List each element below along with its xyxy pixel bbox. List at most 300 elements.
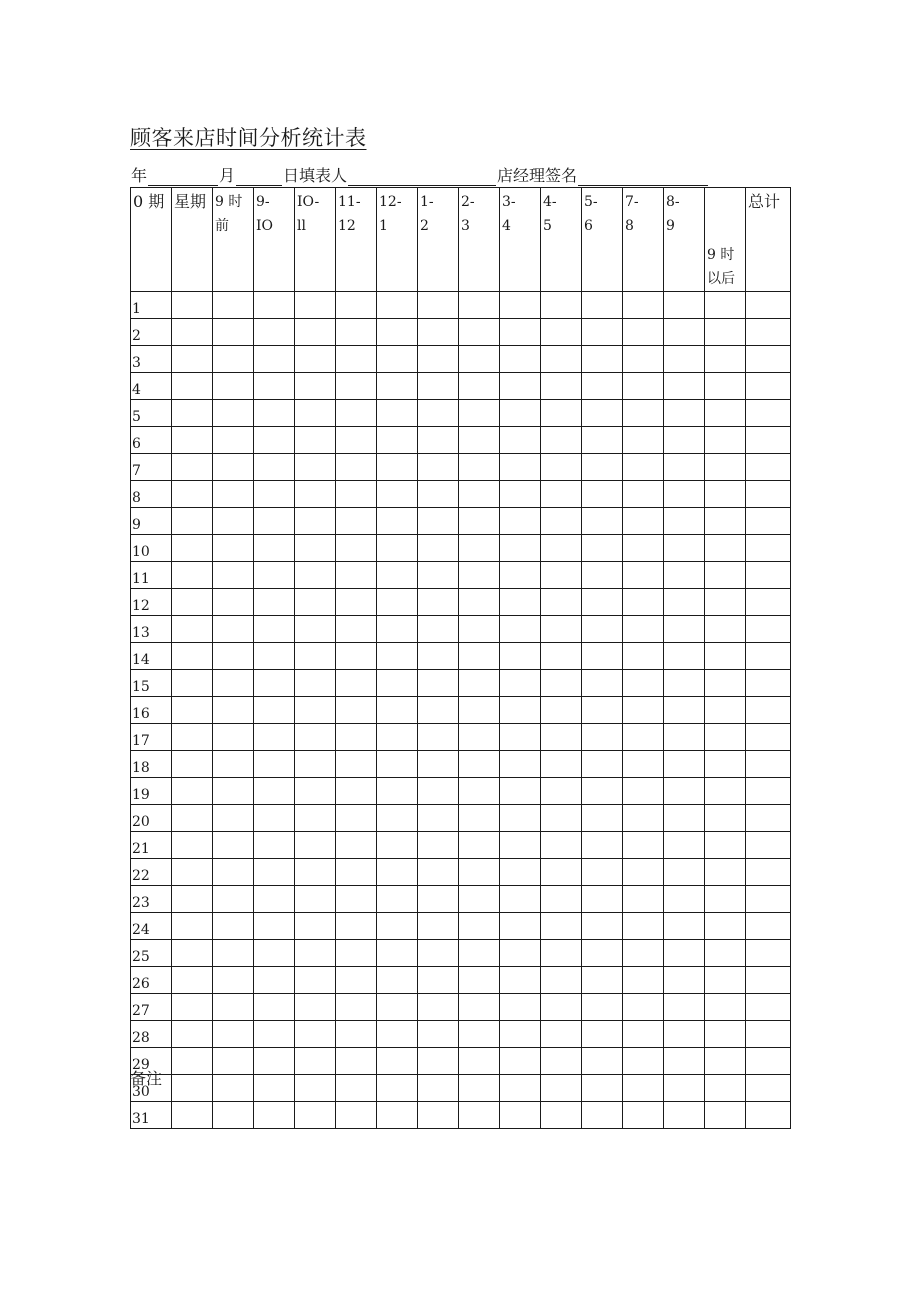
count-input-cell[interactable] <box>746 454 791 481</box>
count-input-cell[interactable] <box>418 589 459 616</box>
count-input-cell[interactable] <box>500 643 541 670</box>
count-input-cell[interactable] <box>500 724 541 751</box>
count-input-cell[interactable] <box>582 832 623 859</box>
count-input-cell[interactable] <box>459 508 500 535</box>
count-input-cell[interactable] <box>746 562 791 589</box>
count-input-cell[interactable] <box>295 670 336 697</box>
count-input-cell[interactable] <box>377 319 418 346</box>
count-input-cell[interactable] <box>746 805 791 832</box>
count-input-cell[interactable] <box>459 832 500 859</box>
count-input-cell[interactable] <box>623 508 664 535</box>
count-input-cell[interactable] <box>582 1102 623 1129</box>
count-input-cell[interactable] <box>213 967 254 994</box>
count-input-cell[interactable] <box>541 697 582 724</box>
count-input-cell[interactable] <box>582 751 623 778</box>
count-input-cell[interactable] <box>213 1075 254 1102</box>
count-input-cell[interactable] <box>172 751 213 778</box>
count-input-cell[interactable] <box>582 805 623 832</box>
count-input-cell[interactable] <box>254 832 295 859</box>
count-input-cell[interactable] <box>664 859 705 886</box>
count-input-cell[interactable] <box>459 805 500 832</box>
count-input-cell[interactable] <box>213 535 254 562</box>
count-input-cell[interactable] <box>541 1075 582 1102</box>
count-input-cell[interactable] <box>418 643 459 670</box>
count-input-cell[interactable] <box>377 562 418 589</box>
count-input-cell[interactable] <box>500 535 541 562</box>
count-input-cell[interactable] <box>295 481 336 508</box>
count-input-cell[interactable] <box>500 697 541 724</box>
count-input-cell[interactable] <box>254 589 295 616</box>
count-input-cell[interactable] <box>664 805 705 832</box>
count-input-cell[interactable] <box>500 400 541 427</box>
count-input-cell[interactable] <box>213 373 254 400</box>
count-input-cell[interactable] <box>377 967 418 994</box>
count-input-cell[interactable] <box>336 913 377 940</box>
count-input-cell[interactable] <box>213 508 254 535</box>
count-input-cell[interactable] <box>541 913 582 940</box>
count-input-cell[interactable] <box>295 940 336 967</box>
count-input-cell[interactable] <box>746 724 791 751</box>
count-input-cell[interactable] <box>213 1021 254 1048</box>
count-input-cell[interactable] <box>500 994 541 1021</box>
count-input-cell[interactable] <box>336 940 377 967</box>
count-input-cell[interactable] <box>664 616 705 643</box>
count-input-cell[interactable] <box>705 724 746 751</box>
count-input-cell[interactable] <box>705 535 746 562</box>
count-input-cell[interactable] <box>664 670 705 697</box>
count-input-cell[interactable] <box>213 589 254 616</box>
count-input-cell[interactable] <box>418 913 459 940</box>
count-input-cell[interactable] <box>500 1075 541 1102</box>
count-input-cell[interactable] <box>377 427 418 454</box>
count-input-cell[interactable] <box>295 778 336 805</box>
count-input-cell[interactable] <box>500 1048 541 1075</box>
count-input-cell[interactable] <box>295 616 336 643</box>
count-input-cell[interactable] <box>295 454 336 481</box>
count-input-cell[interactable] <box>295 319 336 346</box>
count-input-cell[interactable] <box>623 724 664 751</box>
count-input-cell[interactable] <box>172 535 213 562</box>
count-input-cell[interactable] <box>172 616 213 643</box>
count-input-cell[interactable] <box>541 886 582 913</box>
count-input-cell[interactable] <box>336 967 377 994</box>
count-input-cell[interactable] <box>459 427 500 454</box>
count-input-cell[interactable] <box>664 724 705 751</box>
count-input-cell[interactable] <box>418 1048 459 1075</box>
count-input-cell[interactable] <box>213 751 254 778</box>
count-input-cell[interactable] <box>705 1048 746 1075</box>
count-input-cell[interactable] <box>213 346 254 373</box>
count-input-cell[interactable] <box>582 454 623 481</box>
count-input-cell[interactable] <box>418 697 459 724</box>
count-input-cell[interactable] <box>664 589 705 616</box>
count-input-cell[interactable] <box>254 1048 295 1075</box>
count-input-cell[interactable] <box>172 319 213 346</box>
count-input-cell[interactable] <box>213 832 254 859</box>
count-input-cell[interactable] <box>459 373 500 400</box>
count-input-cell[interactable] <box>459 724 500 751</box>
count-input-cell[interactable] <box>582 400 623 427</box>
count-input-cell[interactable] <box>582 778 623 805</box>
count-input-cell[interactable] <box>705 616 746 643</box>
count-input-cell[interactable] <box>254 859 295 886</box>
count-input-cell[interactable] <box>172 940 213 967</box>
count-input-cell[interactable] <box>418 967 459 994</box>
count-input-cell[interactable] <box>541 859 582 886</box>
count-input-cell[interactable] <box>746 778 791 805</box>
count-input-cell[interactable] <box>213 913 254 940</box>
count-input-cell[interactable] <box>459 454 500 481</box>
count-input-cell[interactable] <box>336 535 377 562</box>
count-input-cell[interactable] <box>172 913 213 940</box>
count-input-cell[interactable] <box>418 724 459 751</box>
count-input-cell[interactable] <box>582 589 623 616</box>
count-input-cell[interactable] <box>705 1075 746 1102</box>
count-input-cell[interactable] <box>623 778 664 805</box>
count-input-cell[interactable] <box>254 373 295 400</box>
count-input-cell[interactable] <box>459 967 500 994</box>
count-input-cell[interactable] <box>377 643 418 670</box>
count-input-cell[interactable] <box>254 292 295 319</box>
count-input-cell[interactable] <box>500 967 541 994</box>
count-input-cell[interactable] <box>500 859 541 886</box>
count-input-cell[interactable] <box>500 373 541 400</box>
count-input-cell[interactable] <box>172 805 213 832</box>
count-input-cell[interactable] <box>746 616 791 643</box>
count-input-cell[interactable] <box>746 643 791 670</box>
count-input-cell[interactable] <box>664 1102 705 1129</box>
count-input-cell[interactable] <box>500 589 541 616</box>
count-input-cell[interactable] <box>746 1048 791 1075</box>
count-input-cell[interactable] <box>500 805 541 832</box>
count-input-cell[interactable] <box>746 589 791 616</box>
count-input-cell[interactable] <box>336 859 377 886</box>
count-input-cell[interactable] <box>336 778 377 805</box>
count-input-cell[interactable] <box>254 319 295 346</box>
count-input-cell[interactable] <box>213 400 254 427</box>
count-input-cell[interactable] <box>541 346 582 373</box>
count-input-cell[interactable] <box>213 427 254 454</box>
count-input-cell[interactable] <box>623 319 664 346</box>
count-input-cell[interactable] <box>418 1021 459 1048</box>
count-input-cell[interactable] <box>459 589 500 616</box>
count-input-cell[interactable] <box>500 481 541 508</box>
count-input-cell[interactable] <box>623 994 664 1021</box>
count-input-cell[interactable] <box>336 697 377 724</box>
count-input-cell[interactable] <box>705 427 746 454</box>
count-input-cell[interactable] <box>705 670 746 697</box>
count-input-cell[interactable] <box>623 1021 664 1048</box>
count-input-cell[interactable] <box>541 1048 582 1075</box>
count-input-cell[interactable] <box>705 805 746 832</box>
count-input-cell[interactable] <box>541 427 582 454</box>
count-input-cell[interactable] <box>254 427 295 454</box>
count-input-cell[interactable] <box>746 481 791 508</box>
count-input-cell[interactable] <box>705 319 746 346</box>
count-input-cell[interactable] <box>623 292 664 319</box>
count-input-cell[interactable] <box>172 832 213 859</box>
count-input-cell[interactable] <box>623 805 664 832</box>
count-input-cell[interactable] <box>295 562 336 589</box>
count-input-cell[interactable] <box>377 832 418 859</box>
count-input-cell[interactable] <box>213 562 254 589</box>
count-input-cell[interactable] <box>336 562 377 589</box>
count-input-cell[interactable] <box>418 805 459 832</box>
count-input-cell[interactable] <box>213 1048 254 1075</box>
count-input-cell[interactable] <box>172 508 213 535</box>
count-input-cell[interactable] <box>582 1048 623 1075</box>
count-input-cell[interactable] <box>541 400 582 427</box>
count-input-cell[interactable] <box>336 292 377 319</box>
count-input-cell[interactable] <box>418 886 459 913</box>
count-input-cell[interactable] <box>746 913 791 940</box>
count-input-cell[interactable] <box>500 670 541 697</box>
count-input-cell[interactable] <box>705 697 746 724</box>
count-input-cell[interactable] <box>418 859 459 886</box>
count-input-cell[interactable] <box>336 589 377 616</box>
count-input-cell[interactable] <box>377 1102 418 1129</box>
count-input-cell[interactable] <box>295 1075 336 1102</box>
count-input-cell[interactable] <box>213 616 254 643</box>
count-input-cell[interactable] <box>336 643 377 670</box>
count-input-cell[interactable] <box>459 886 500 913</box>
count-input-cell[interactable] <box>295 508 336 535</box>
count-input-cell[interactable] <box>377 805 418 832</box>
count-input-cell[interactable] <box>295 967 336 994</box>
count-input-cell[interactable] <box>295 805 336 832</box>
count-input-cell[interactable] <box>213 292 254 319</box>
count-input-cell[interactable] <box>336 454 377 481</box>
count-input-cell[interactable] <box>172 697 213 724</box>
count-input-cell[interactable] <box>623 913 664 940</box>
count-input-cell[interactable] <box>295 1048 336 1075</box>
count-input-cell[interactable] <box>377 508 418 535</box>
count-input-cell[interactable] <box>623 346 664 373</box>
count-input-cell[interactable] <box>336 724 377 751</box>
count-input-cell[interactable] <box>746 886 791 913</box>
count-input-cell[interactable] <box>705 346 746 373</box>
count-input-cell[interactable] <box>336 1048 377 1075</box>
count-input-cell[interactable] <box>623 427 664 454</box>
count-input-cell[interactable] <box>582 967 623 994</box>
count-input-cell[interactable] <box>295 292 336 319</box>
count-input-cell[interactable] <box>664 292 705 319</box>
count-input-cell[interactable] <box>459 1075 500 1102</box>
count-input-cell[interactable] <box>459 481 500 508</box>
count-input-cell[interactable] <box>705 967 746 994</box>
count-input-cell[interactable] <box>541 994 582 1021</box>
manager-signature-blank[interactable] <box>578 167 708 186</box>
count-input-cell[interactable] <box>172 400 213 427</box>
count-input-cell[interactable] <box>172 778 213 805</box>
count-input-cell[interactable] <box>213 778 254 805</box>
count-input-cell[interactable] <box>705 400 746 427</box>
count-input-cell[interactable] <box>705 562 746 589</box>
count-input-cell[interactable] <box>541 967 582 994</box>
count-input-cell[interactable] <box>172 481 213 508</box>
count-input-cell[interactable] <box>377 886 418 913</box>
count-input-cell[interactable] <box>746 319 791 346</box>
count-input-cell[interactable] <box>500 886 541 913</box>
count-input-cell[interactable] <box>582 670 623 697</box>
count-input-cell[interactable] <box>172 373 213 400</box>
count-input-cell[interactable] <box>377 1048 418 1075</box>
count-input-cell[interactable] <box>172 346 213 373</box>
count-input-cell[interactable] <box>582 427 623 454</box>
count-input-cell[interactable] <box>582 724 623 751</box>
count-input-cell[interactable] <box>295 1102 336 1129</box>
count-input-cell[interactable] <box>336 670 377 697</box>
count-input-cell[interactable] <box>459 643 500 670</box>
count-input-cell[interactable] <box>500 1102 541 1129</box>
count-input-cell[interactable] <box>705 778 746 805</box>
count-input-cell[interactable] <box>418 292 459 319</box>
count-input-cell[interactable] <box>254 616 295 643</box>
count-input-cell[interactable] <box>377 940 418 967</box>
count-input-cell[interactable] <box>213 1102 254 1129</box>
count-input-cell[interactable] <box>336 373 377 400</box>
count-input-cell[interactable] <box>377 670 418 697</box>
count-input-cell[interactable] <box>377 535 418 562</box>
count-input-cell[interactable] <box>664 427 705 454</box>
count-input-cell[interactable] <box>746 292 791 319</box>
count-input-cell[interactable] <box>254 481 295 508</box>
count-input-cell[interactable] <box>377 751 418 778</box>
count-input-cell[interactable] <box>254 940 295 967</box>
count-input-cell[interactable] <box>541 805 582 832</box>
count-input-cell[interactable] <box>459 751 500 778</box>
count-input-cell[interactable] <box>664 778 705 805</box>
count-input-cell[interactable] <box>623 643 664 670</box>
count-input-cell[interactable] <box>705 643 746 670</box>
count-input-cell[interactable] <box>459 670 500 697</box>
count-input-cell[interactable] <box>541 508 582 535</box>
count-input-cell[interactable] <box>254 1021 295 1048</box>
count-input-cell[interactable] <box>705 994 746 1021</box>
count-input-cell[interactable] <box>254 778 295 805</box>
count-input-cell[interactable] <box>377 454 418 481</box>
count-input-cell[interactable] <box>500 346 541 373</box>
count-input-cell[interactable] <box>582 346 623 373</box>
count-input-cell[interactable] <box>582 373 623 400</box>
count-input-cell[interactable] <box>541 292 582 319</box>
count-input-cell[interactable] <box>254 886 295 913</box>
count-input-cell[interactable] <box>664 562 705 589</box>
count-input-cell[interactable] <box>418 454 459 481</box>
count-input-cell[interactable] <box>664 346 705 373</box>
count-input-cell[interactable] <box>336 1075 377 1102</box>
count-input-cell[interactable] <box>746 535 791 562</box>
count-input-cell[interactable] <box>254 805 295 832</box>
count-input-cell[interactable] <box>254 913 295 940</box>
count-input-cell[interactable] <box>746 1102 791 1129</box>
count-input-cell[interactable] <box>623 697 664 724</box>
count-input-cell[interactable] <box>459 292 500 319</box>
count-input-cell[interactable] <box>418 427 459 454</box>
count-input-cell[interactable] <box>664 832 705 859</box>
count-input-cell[interactable] <box>418 481 459 508</box>
count-input-cell[interactable] <box>172 427 213 454</box>
count-input-cell[interactable] <box>418 778 459 805</box>
count-input-cell[interactable] <box>377 589 418 616</box>
count-input-cell[interactable] <box>500 832 541 859</box>
count-input-cell[interactable] <box>664 373 705 400</box>
count-input-cell[interactable] <box>418 373 459 400</box>
count-input-cell[interactable] <box>254 994 295 1021</box>
count-input-cell[interactable] <box>746 994 791 1021</box>
count-input-cell[interactable] <box>623 859 664 886</box>
count-input-cell[interactable] <box>172 886 213 913</box>
count-input-cell[interactable] <box>705 373 746 400</box>
count-input-cell[interactable] <box>336 319 377 346</box>
count-input-cell[interactable] <box>705 751 746 778</box>
count-input-cell[interactable] <box>336 886 377 913</box>
count-input-cell[interactable] <box>295 427 336 454</box>
count-input-cell[interactable] <box>336 1021 377 1048</box>
count-input-cell[interactable] <box>172 454 213 481</box>
count-input-cell[interactable] <box>254 400 295 427</box>
count-input-cell[interactable] <box>746 940 791 967</box>
count-input-cell[interactable] <box>582 508 623 535</box>
count-input-cell[interactable] <box>295 751 336 778</box>
count-input-cell[interactable] <box>664 454 705 481</box>
count-input-cell[interactable] <box>459 319 500 346</box>
count-input-cell[interactable] <box>746 1075 791 1102</box>
count-input-cell[interactable] <box>336 346 377 373</box>
count-input-cell[interactable] <box>746 427 791 454</box>
count-input-cell[interactable] <box>213 940 254 967</box>
count-input-cell[interactable] <box>582 535 623 562</box>
count-input-cell[interactable] <box>582 940 623 967</box>
count-input-cell[interactable] <box>664 481 705 508</box>
count-input-cell[interactable] <box>664 751 705 778</box>
count-input-cell[interactable] <box>295 859 336 886</box>
count-input-cell[interactable] <box>172 1048 213 1075</box>
count-input-cell[interactable] <box>172 562 213 589</box>
count-input-cell[interactable] <box>582 697 623 724</box>
count-input-cell[interactable] <box>746 346 791 373</box>
count-input-cell[interactable] <box>664 940 705 967</box>
count-input-cell[interactable] <box>541 1102 582 1129</box>
count-input-cell[interactable] <box>254 1102 295 1129</box>
count-input-cell[interactable] <box>705 292 746 319</box>
count-input-cell[interactable] <box>377 778 418 805</box>
count-input-cell[interactable] <box>418 751 459 778</box>
count-input-cell[interactable] <box>336 427 377 454</box>
count-input-cell[interactable] <box>746 859 791 886</box>
count-input-cell[interactable] <box>582 292 623 319</box>
count-input-cell[interactable] <box>705 481 746 508</box>
count-input-cell[interactable] <box>500 292 541 319</box>
count-input-cell[interactable] <box>459 616 500 643</box>
count-input-cell[interactable] <box>541 481 582 508</box>
count-input-cell[interactable] <box>172 292 213 319</box>
count-input-cell[interactable] <box>664 913 705 940</box>
count-input-cell[interactable] <box>295 535 336 562</box>
count-input-cell[interactable] <box>418 562 459 589</box>
count-input-cell[interactable] <box>459 913 500 940</box>
count-input-cell[interactable] <box>623 481 664 508</box>
count-input-cell[interactable] <box>418 1102 459 1129</box>
count-input-cell[interactable] <box>213 643 254 670</box>
count-input-cell[interactable] <box>623 886 664 913</box>
count-input-cell[interactable] <box>500 1021 541 1048</box>
count-input-cell[interactable] <box>664 508 705 535</box>
count-input-cell[interactable] <box>623 373 664 400</box>
count-input-cell[interactable] <box>582 616 623 643</box>
count-input-cell[interactable] <box>213 319 254 346</box>
count-input-cell[interactable] <box>541 616 582 643</box>
